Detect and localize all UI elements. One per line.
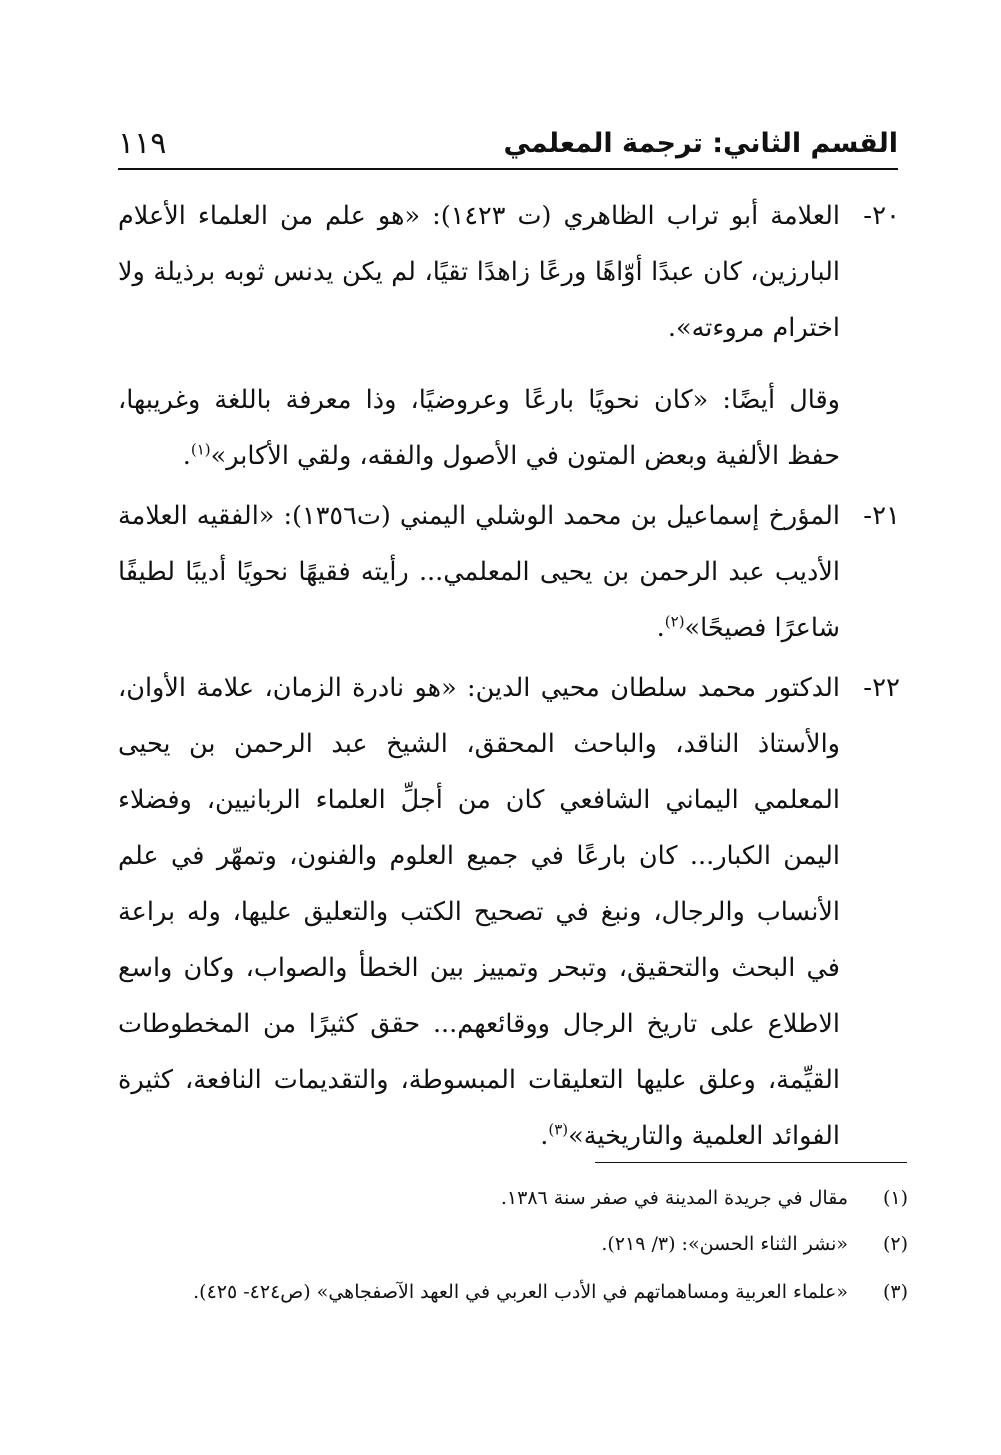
footnote-text: مقال في جريدة المدينة في صفر سنة ١٣٨٦.	[500, 1187, 848, 1209]
footnote-text: «علماء العربية ومساهماتهم في الأدب العربي في العهد الآصفجاهي» (ص٤٢٤- ٤٢٥).	[193, 1281, 848, 1303]
footnote-separator	[595, 1162, 907, 1163]
entry-text	[118, 660, 840, 1164]
footnote-ref: (٣)	[548, 1120, 569, 1139]
entry-text	[118, 488, 840, 656]
entry-end: .	[656, 613, 665, 643]
footnote-mark: (١)	[882, 1187, 908, 1209]
footnote-3	[118, 1270, 908, 1314]
entry-22	[118, 660, 900, 1164]
footnote-ref: (١)	[190, 440, 211, 459]
header-rule	[118, 168, 898, 170]
continuation-text: وقال أيضًا: «كان نحويًا بارعًا وعروضيًا، وذا معرفة باللغة وغريبها، حفظ الألفية وبعض المتون في الأصول والفقه، ولقي الأكابر»	[118, 385, 840, 471]
page-number: ١١٩	[118, 126, 167, 161]
entry-text: العلامة أبو تراب الظاهري (ت ١٤٢٣): «هو علم من العلماء الأعلام البارزين، كان عبدًا أوّاهًا ورعًا زاهدًا تقيًا، لم يكن يدنس ثوبه برذيلة ولا اخترام مروءته».	[118, 201, 840, 343]
entry-20	[118, 188, 900, 356]
footnote-mark: (٢)	[882, 1233, 908, 1255]
footnote-1	[118, 1176, 908, 1220]
entry-21	[118, 488, 900, 656]
running-title: القسم الثاني: ترجمة المعلمي	[503, 128, 898, 159]
continuation-end: .	[182, 441, 191, 471]
entry-body: الدكتور محمد سلطان محيي الدين: «هو نادرة الزمان، علامة الأوان، والأستاذ الناقد، والباحث المحقق، الشيخ عبد الرحمن بن يحيى المعلمي اليماني الشافعي كان من أجلِّ العلماء الربانيين، وفضلاء اليمن الكبار... كان بارعًا في جميع العلوم والفنون، وتمهّر في علم الأنساب والرجال، ونبغ في تصحيح الكتب والتعليق عليها، وله براعة في البحث والتحقيق، وتبحر وتمييز بين الخطأ والصواب، وكان واسع الاطلاع على تاريخ الرجال ووقائعهم... حقق كثيرًا من المخطوطات القيِّمة، وعلق عليها التعليقات المبسوطة، والتقديمات النافعة، كثيرة الفوائد العلمية والتاريخية»	[118, 673, 840, 1151]
entry-20-continuation	[118, 372, 840, 484]
entry-end: .	[540, 1121, 549, 1151]
entry-number: ٢٠-	[863, 201, 900, 231]
footnote-text: «نشر الثناء الحسن»: (٣/ ٢١٩).	[601, 1233, 848, 1255]
entry-number: ٢٢-	[863, 673, 900, 703]
page-header	[118, 122, 898, 166]
footnote-mark: (٣)	[882, 1281, 908, 1303]
footnote-ref: (٢)	[664, 612, 685, 631]
footnote-2	[118, 1222, 908, 1266]
entry-body: المؤرخ إسماعيل بن محمد الوشلي اليمني (ت١٣٥٦): «الفقيه العلامة الأديب عبد الرحمن بن يحيى المعلمي... رأيته فقيهًا نحويًا أديبًا لطيفًا شاعرًا فصيحًا»	[118, 501, 841, 643]
entry-number: ٢١-	[863, 501, 900, 531]
